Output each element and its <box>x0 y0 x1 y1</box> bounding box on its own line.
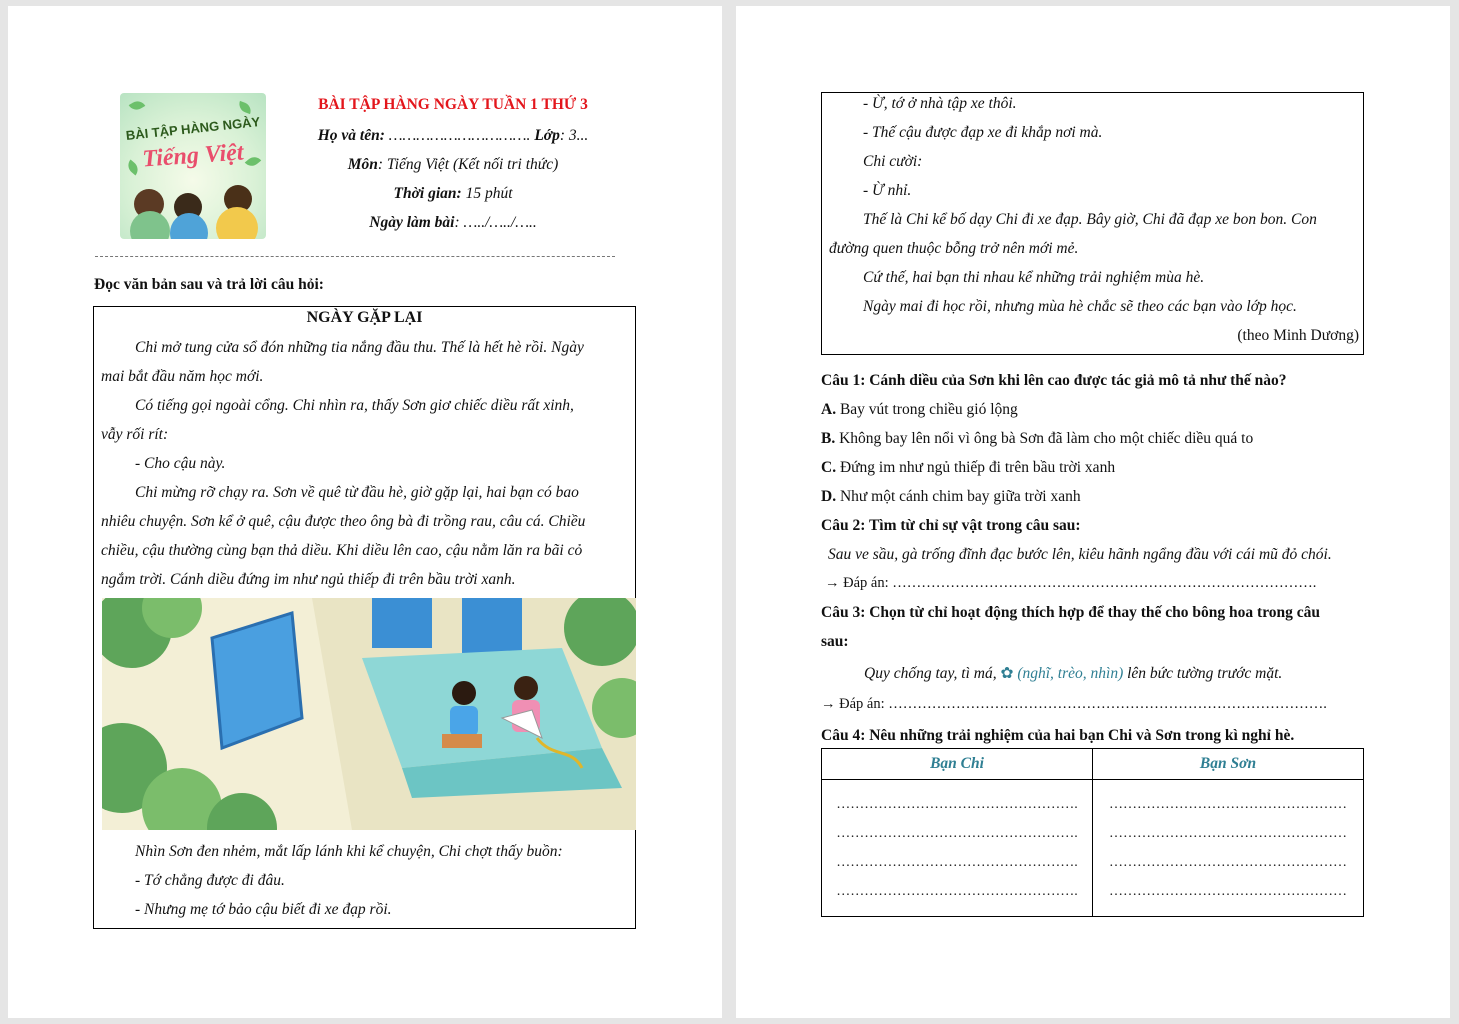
dot-line: ……………………………………………. <box>836 884 1078 899</box>
story-line: - Nhưng mẹ tớ bảo cậu biết đi xe đạp rồi. <box>135 901 392 918</box>
q3-sentence-start: Quy chống tay, tì má, <box>864 665 997 682</box>
name-label: Họ và tên: <box>317 127 385 144</box>
story-source: (theo Minh Dương) <box>1237 327 1359 344</box>
story-line: Chi cười: <box>863 153 923 170</box>
option-text: Bay vút trong chiều gió lộng <box>839 401 1018 418</box>
worksheet-title: BÀI TẬP HÀNG NGÀY TUẦN 1 THỨ 3 <box>318 96 588 113</box>
dot-line: ……………………………………………. <box>836 797 1078 812</box>
story-continued-box <box>821 92 1364 355</box>
logo-title: BÀI TẬP HÀNG NGÀY <box>125 113 261 144</box>
answer-label: Đáp án: <box>839 696 885 712</box>
story-illustration <box>102 598 636 830</box>
story-line: Nhìn Sơn đen nhẻm, mắt lấp lánh khi kể chuyện, Chi chợt thấy buồn: <box>135 843 563 860</box>
subject-label: Môn <box>347 156 378 173</box>
q3-choices: (nghĩ, trèo, nhìn) <box>1017 665 1124 682</box>
option-letter: A. <box>821 401 837 418</box>
col-header-chi: Bạn Chi <box>822 749 1093 780</box>
dot-line: …………………………………………… <box>1109 826 1347 841</box>
question-2: Câu 2: Tìm từ chỉ sự vật trong câu sau: <box>821 517 1081 534</box>
option-text: Như một cánh chim bay giữa trời xanh <box>839 488 1081 505</box>
answer-cell-son[interactable] <box>1093 780 1364 917</box>
option-letter: B. <box>821 430 836 447</box>
q3-sentence <box>821 659 1381 688</box>
story-line: nhiêu chuyện. Sơn kể ở quê, cậu được theo ông bà đi trồng rau, câu cá. Chiều <box>101 513 586 530</box>
dot-line: …………………………………………… <box>1109 797 1347 812</box>
time-line <box>288 185 618 203</box>
q2-sentence: Sau ve sầu, gà trống đĩnh đạc bước lên, kiêu hãnh ngẩng đầu với cái mũ đỏ chói. <box>828 546 1332 563</box>
story-line: Cứ thế, hai bạn thi nhau kể những trải nghiệm mùa hè. <box>863 269 1205 286</box>
worksheet-logo <box>120 93 266 239</box>
story-line: đường quen thuộc bỗng trở nên mới mẻ. <box>829 240 1079 257</box>
story-box <box>93 306 636 929</box>
story-line: Chi mừng rỡ chạy ra. Sơn về quê từ đầu hè, giờ gặp lại, hai bạn có bao <box>135 484 579 501</box>
story-line: - Ừ nhỉ. <box>863 182 912 199</box>
arrow-icon: → <box>825 575 840 591</box>
name-class-line <box>288 127 618 145</box>
story-title: NGÀY GẶP LẠI <box>306 309 423 326</box>
q1-option-d[interactable] <box>821 482 1381 511</box>
option-letter: C. <box>821 459 837 476</box>
name-field: …………………………. <box>388 127 531 144</box>
story-line: Thế là Chi kể bố dạy Chi đi xe đạp. Bây giờ, Chi đã đạp xe bon bon. Con <box>863 211 1317 228</box>
answer-label: Đáp án: <box>843 575 889 591</box>
option-letter: D. <box>821 488 837 505</box>
subject-value: : Tiếng Việt (Kết nối tri thức) <box>377 156 559 173</box>
story-line: Chi mở tung cửa sổ đón những tia nắng đầu thu. Thế là hết hè rồi. Ngày <box>135 339 584 356</box>
table-row <box>822 780 1364 917</box>
class-value: : 3... <box>559 127 589 144</box>
answer-dots: ……………………………………………………………………………. <box>892 575 1317 591</box>
q3-sentence-end: lên bức tường trước mặt. <box>1127 665 1283 682</box>
q1-option-b[interactable] <box>821 424 1381 453</box>
q2-answer-line[interactable] <box>821 569 1370 598</box>
story-line: ngắm trời. Cánh diều đứng im như ngủ thiếp đi trên bầu trời xanh. <box>101 571 516 588</box>
option-text: Đứng im như ngủ thiếp đi trên bầu trời xanh <box>839 459 1116 476</box>
story-line: Ngày mai đi học rồi, nhưng mùa hè chắc sẽ theo các bạn vào lớp học. <box>863 298 1297 315</box>
dot-line: ……………………………………………. <box>836 855 1078 870</box>
story-line: - Thế cậu được đạp xe đi khắp nơi mà. <box>863 124 1103 141</box>
instruction: Đọc văn bản sau và trả lời câu hỏi: <box>94 276 324 293</box>
dot-line: ……………………………………………. <box>836 826 1078 841</box>
story-line: - Tớ chẳng được đi đâu. <box>135 872 285 889</box>
date-label: Ngày làm bài <box>369 214 455 231</box>
date-value: : …../…../….. <box>454 214 537 231</box>
q3-answer-line[interactable] <box>821 690 1366 719</box>
answer-dots: ………………………………………………………………………………. <box>888 696 1327 712</box>
flower-icon: ✿ <box>1000 665 1014 682</box>
story-line: chiều, cậu thường cùng bạn thả diều. Khi diều lên cao, cậu nằm lăn ra bãi cỏ <box>101 542 583 559</box>
subject-line <box>288 156 618 174</box>
answer-cell-chi[interactable] <box>822 780 1093 917</box>
page-left <box>8 6 722 1018</box>
questions-block <box>821 366 1381 750</box>
experience-table <box>821 748 1364 917</box>
story-line: - Cho cậu này. <box>135 455 226 472</box>
story-continued-text <box>829 89 1359 350</box>
q1-option-a[interactable] <box>821 395 1381 424</box>
question-3-cont: sau: <box>821 633 849 650</box>
class-label: Lớp <box>534 127 560 144</box>
table-header-row <box>822 749 1364 780</box>
dot-line: …………………………………………… <box>1109 884 1347 899</box>
question-3: Câu 3: Chọn từ chỉ hoạt động thích hợp để thay thế cho bông hoa trong câu <box>821 604 1321 621</box>
option-text: Không bay lên nổi vì ông bà Sơn đã làm cho một chiếc diều quá to <box>839 430 1254 447</box>
story-line: vẫy rối rít: <box>101 426 169 443</box>
time-label: Thời gian: <box>393 185 462 202</box>
question-1: Câu 1: Cánh diều của Sơn khi lên cao được tác giả mô tả như thế nào? <box>821 372 1287 389</box>
dot-line: …………………………………………… <box>1109 855 1347 870</box>
col-header-son: Bạn Sơn <box>1093 749 1364 780</box>
date-line <box>288 214 618 232</box>
page-right <box>736 6 1450 1018</box>
story-text-top <box>101 333 631 594</box>
logo-subtitle: Tiếng Việt <box>141 139 245 173</box>
story-line: - Ừ, tớ ở nhà tập xe thôi. <box>863 95 1017 112</box>
arrow-icon: → <box>821 696 836 712</box>
divider <box>95 256 615 257</box>
q1-option-c[interactable] <box>821 453 1381 482</box>
story-line: Có tiếng gọi ngoài cổng. Chi nhìn ra, thấy Sơn giơ chiếc diều rất xinh, <box>135 397 574 414</box>
question-4: Câu 4: Nêu những trải nghiệm của hai bạn Chi và Sơn trong kì nghỉ hè. <box>821 727 1295 744</box>
time-value: 15 phút <box>465 185 513 202</box>
story-line: mai bắt đầu năm học mới. <box>101 368 264 385</box>
kids-on-porch-illustration <box>102 598 636 830</box>
story-text-bottom <box>101 837 631 924</box>
